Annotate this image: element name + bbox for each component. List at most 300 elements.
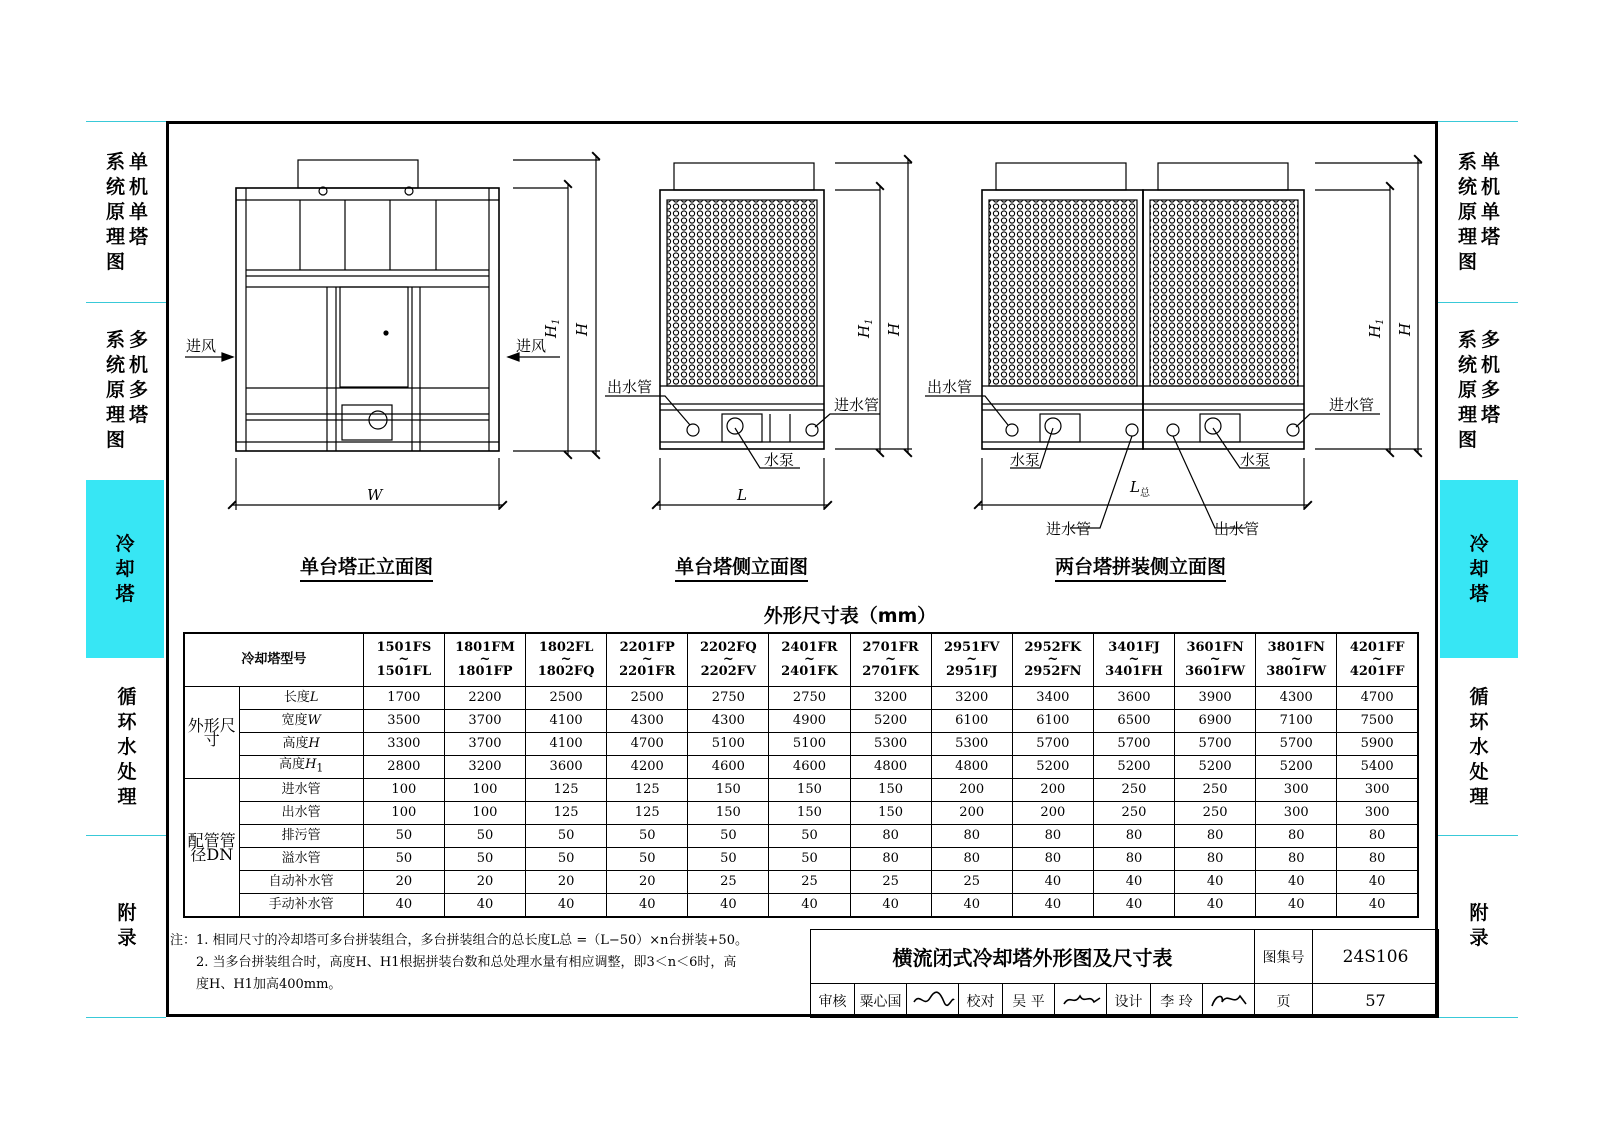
side-tab-char: 循 [117,686,137,708]
side-tab-char: 系 [105,329,125,351]
table-cell: 50 [607,848,688,871]
table-cell: 80 [931,848,1012,871]
table-cell: 40 [1012,871,1093,894]
table-cell: 25 [850,871,931,894]
table-cell: 4100 [526,733,607,756]
table-cell: 3200 [444,756,525,779]
table-cell: 40 [526,894,607,918]
side-tab-label [1469,685,1488,810]
table-cell: 80 [1256,825,1337,848]
model-part: 2952FN [1024,664,1082,679]
table-cell: 2500 [607,687,688,710]
row-label: 高度$H_1$ [239,756,363,779]
table-cell: 2750 [688,687,769,710]
label-outlet-pipe: 出水管 [607,378,653,396]
side-tab-char: 塔 [1469,582,1489,605]
side-tab-char: 图 [1457,429,1477,451]
side-tab-char: 理 [105,404,125,426]
model-part: 1501FS [376,640,432,655]
row-label: 长度L [239,687,363,710]
table-cell: 3700 [444,733,525,756]
table-cell: 2500 [526,687,607,710]
side-tab-char: 理 [1457,225,1477,248]
table-row [184,894,1418,918]
table-cell: 50 [526,825,607,848]
side-tab-char: 水 [1469,736,1489,758]
side-tab-char: 图 [105,429,125,451]
table-cell: 40 [688,894,769,918]
dim-l-label: L [737,486,747,504]
table-cell: 150 [688,802,769,825]
table-cell: 2750 [769,687,850,710]
side-tab-label [117,901,136,951]
side-tab-char: 环 [1469,711,1489,733]
table-cell: 80 [850,848,931,871]
model-part: 3601FN [1186,640,1244,655]
designer-name: 李 玲 [1151,984,1203,1018]
checker-name: 吴 平 [1003,984,1055,1018]
table-cell: 25 [688,871,769,894]
side-tab-appendix[interactable] [1440,836,1518,1016]
table-cell: 6500 [1093,710,1174,733]
front-elevation [185,156,600,510]
table-cell: 40 [1175,894,1256,918]
table-cell: 3900 [1175,687,1256,710]
side-tab-label [117,685,136,810]
table-cell: 80 [931,825,1012,848]
side-tab-char: 单 [1481,150,1501,173]
model-part: 3401FH [1105,664,1163,679]
side-tab-char: 塔 [1481,225,1501,248]
table-cell: 2800 [363,756,444,779]
table-cell: 4100 [526,710,607,733]
side-tab-char: 处 [117,761,137,783]
side-tab-char: 塔 [115,582,135,605]
model-part: 1802FQ [537,664,595,679]
model-cell [850,633,931,687]
label-inlet-pipe: 进水管 [1046,520,1092,538]
table-cell: 20 [526,871,607,894]
table-cell: 40 [1337,894,1418,918]
table-cell: 125 [607,802,688,825]
row-label: 高度H [239,733,363,756]
table-cell: 80 [1093,825,1174,848]
title-block [810,929,1439,1018]
dim-h-label: H [885,322,903,336]
label-inlet-pipe: 进水管 [1329,396,1375,414]
table-cell: 40 [769,894,850,918]
table-cell: 40 [1175,871,1256,894]
table-cell: 250 [1175,779,1256,802]
side-tab-char: 统 [1457,175,1477,198]
model-part: 1801FM [455,640,515,655]
row-symbol: H [305,757,317,773]
model-part: 4201FF [1349,664,1405,679]
table-header-row [184,633,1418,687]
side-tab-char: 冷 [115,532,135,555]
row-label: 进水管 [239,779,363,802]
table-cell: 5200 [1175,756,1256,779]
side-tab-char: 单 [129,200,149,223]
model-part: ~ [885,652,897,667]
side-tab-char: 系 [1457,150,1477,173]
side-tab-char: 原 [105,379,125,401]
row-label: 排污管 [239,825,363,848]
model-part: 3801FN [1267,640,1325,655]
table-cell: 7500 [1337,710,1418,733]
model-part: ~ [1209,652,1221,667]
table-cell: 3700 [444,710,525,733]
model-part: 2701FK [862,664,919,679]
table-cell: 50 [607,825,688,848]
table-cell: 40 [363,894,444,918]
model-part: 2401FR [781,640,838,655]
table-cell: 50 [363,825,444,848]
table-cell: 5200 [1012,756,1093,779]
model-cell [444,633,525,687]
table-cell: 40 [1337,871,1418,894]
table-cell: 5900 [1337,733,1418,756]
table-cell: 50 [444,848,525,871]
row-label: 宽度W [239,710,363,733]
side-tab-char: 水 [117,736,137,758]
model-part: ~ [722,652,734,667]
table-cell: 150 [769,779,850,802]
table-cell: 250 [1175,802,1256,825]
row-symbol: W [307,713,321,728]
model-part: 1501FL [376,664,432,679]
table-cell: 40 [1093,894,1174,918]
dim-h1-label: $H_1$ [1366,318,1386,338]
model-part: 2401FK [781,664,838,679]
notes [170,930,810,996]
side-tab-char: 环 [117,711,137,733]
model-part: 3601FW [1185,664,1246,679]
label-pump: 水泵 [764,451,795,469]
row-label: 手动补水管 [239,894,363,918]
side-tab-char: 机 [1481,354,1501,376]
row-symbol: L [309,690,319,705]
dimension-table [183,632,1419,918]
table-cell: 40 [444,894,525,918]
side-tab-char: 原 [1457,379,1477,401]
table-cell: 5200 [850,710,931,733]
table-row [184,825,1418,848]
table-cell: 40 [931,894,1012,918]
caption-front-elevation: 单台塔正立面图 [300,552,433,582]
label-inlet-pipe: 进水管 [834,396,880,414]
model-header: 冷却塔型号 [184,633,363,687]
model-cell [526,633,607,687]
table-cell: 50 [769,848,850,871]
table-cell: 25 [769,871,850,894]
check-label: 校对 [959,984,1003,1018]
label-pump: 水泵 [1240,451,1271,469]
table-cell: 3400 [1012,687,1093,710]
model-part: 1802FL [538,640,594,655]
review-label: 审核 [811,984,855,1018]
model-part: 2952FK [1024,640,1082,655]
table-cell: 4700 [607,733,688,756]
table-cell: 80 [1337,848,1418,871]
table-cell: 40 [1256,871,1337,894]
table-cell: 5700 [1175,733,1256,756]
table-cell: 25 [931,871,1012,894]
drawing-title: 横流闭式冷却塔外形图及尺寸表 [811,930,1255,984]
model-part: ~ [641,652,653,667]
model-cell [931,633,1012,687]
side-tab-char: 塔 [1481,404,1501,426]
side-tab-char: 系 [1457,329,1477,351]
side-tab-char: 单 [129,150,149,173]
label-outlet-pipe: 出水管 [1214,520,1260,538]
side-tab-char: 处 [1469,761,1489,783]
model-part: 1801FP [457,664,513,679]
table-cell: 125 [526,802,607,825]
table-cell: 4800 [850,756,931,779]
model-part: 2202FQ [699,640,757,655]
dim-h-label: H [1396,322,1414,336]
table-cell: 5100 [688,733,769,756]
table-cell: 200 [1012,802,1093,825]
table-row [184,733,1418,756]
table-cell: 80 [1093,848,1174,871]
table-cell: 4700 [1337,687,1418,710]
label-air-in-right: 进风 [516,337,547,355]
table-cell: 80 [1012,848,1093,871]
dim-l-total-label: $L_总$ [1130,478,1150,499]
table-cell: 40 [607,894,688,918]
table-cell: 4800 [931,756,1012,779]
model-cell [1093,633,1174,687]
side-tab-char: 图 [105,250,125,273]
note-2: 2. 当多台拼装组合时，高度H、H1根据拼装台数和总处理水量有相应调整，即3＜n＜6时，高 [196,955,737,970]
side-tab-char: 理 [1469,786,1489,808]
side-tab-char: 冷 [1469,532,1489,555]
model-cell [1256,633,1337,687]
table-row [184,802,1418,825]
table-cell: 100 [363,802,444,825]
table-cell: 125 [607,779,688,802]
table-cell: 125 [526,779,607,802]
model-part: 2202FV [700,664,757,679]
table-cell: 6100 [931,710,1012,733]
table-cell: 100 [444,802,525,825]
side-tab-char: 多 [129,379,149,401]
model-cell [688,633,769,687]
side-tab-label [1469,901,1488,951]
table-cell: 80 [1337,825,1418,848]
table-cell: 3200 [850,687,931,710]
table-title: 外形尺寸表（mm） [763,605,937,627]
table-cell: 4900 [769,710,850,733]
table-cell: 250 [1093,802,1174,825]
model-cell [1337,633,1418,687]
model-part: ~ [1047,652,1059,667]
table-cell: 200 [1012,779,1093,802]
model-part: 2201FR [619,664,676,679]
side-tab-char: 系 [105,150,125,173]
table-cell: 3500 [363,710,444,733]
table-cell: 5300 [850,733,931,756]
side-tab-char: 原 [105,200,125,223]
model-part: ~ [804,652,815,667]
table-cell: 150 [850,802,931,825]
side-tab-char: 统 [1457,354,1477,376]
side-tab-char: 机 [129,354,149,376]
side-tab-char: 塔 [129,404,149,426]
model-cell [1175,633,1256,687]
table-cell: 100 [363,779,444,802]
table-cell: 1700 [363,687,444,710]
table-cell: 5700 [1093,733,1174,756]
side-tab-char: 原 [1457,200,1477,223]
table-row [184,756,1418,779]
table-cell: 3600 [526,756,607,779]
side-tab-char: 单 [1481,200,1501,223]
table-cell: 5300 [931,733,1012,756]
side-tab-char: 统 [105,354,125,376]
table-cell: 3300 [363,733,444,756]
table-cell: 5200 [1256,756,1337,779]
model-part: ~ [479,652,491,667]
design-label: 设计 [1107,984,1151,1018]
model-part: 2201FP [619,640,675,655]
model-cell [363,633,444,687]
table-cell: 7100 [1256,710,1337,733]
table-cell: 80 [1175,825,1256,848]
model-part: 4201FF [1349,640,1405,655]
group-pipes: 配管管径DN [184,779,239,918]
reviewer-name: 粟心国 [855,984,907,1018]
page-number: 57 [1313,984,1439,1018]
model-part: ~ [560,652,572,667]
double-elevation [925,159,1422,528]
model-part: ~ [966,652,978,667]
model-part: 2701FR [862,640,919,655]
page-label: 页 [1255,984,1313,1018]
table-cell: 300 [1256,802,1337,825]
table-row [184,779,1418,802]
side-tab-char: 塔 [129,225,149,248]
model-part: ~ [1290,652,1302,667]
row-label: 自动补水管 [239,871,363,894]
table-cell: 50 [688,825,769,848]
table-cell: 20 [607,871,688,894]
side-tab-char: 循 [1469,686,1489,708]
note-2-cont: 度H、H1加高400mm。 [196,977,342,992]
table-cell: 300 [1337,802,1418,825]
model-part: ~ [1128,652,1140,667]
side-tab-char: 附 [1469,902,1489,924]
model-part: ~ [1371,652,1383,667]
side-tab-char: 理 [105,225,125,248]
row-label: 溢水管 [239,848,363,871]
table-cell: 4300 [607,710,688,733]
table-cell: 80 [1175,848,1256,871]
table-cell: 80 [1012,825,1093,848]
table-cell: 40 [1012,894,1093,918]
table-row [184,710,1418,733]
table-cell: 4300 [1256,687,1337,710]
side-tab-char: 多 [129,329,149,351]
table-row [184,687,1418,710]
side-tab-char: 录 [117,927,137,949]
table-cell: 150 [769,802,850,825]
table-cell: 3600 [1093,687,1174,710]
table-cell: 5200 [1093,756,1174,779]
table-cell: 40 [1093,871,1174,894]
side-tab-char: 却 [1469,557,1489,580]
notes-prefix: 注： [170,933,197,948]
table-cell: 200 [931,779,1012,802]
dim-h1-label: $H_1$ [855,318,875,338]
table-cell: 250 [1093,779,1174,802]
table-cell: 5400 [1337,756,1418,779]
table-cell: 4600 [769,756,850,779]
side-tab-water-treatment[interactable] [88,660,166,835]
atlas-label: 图集号 [1255,930,1313,984]
table-cell: 20 [444,871,525,894]
model-part: 2951FV [943,640,1000,655]
row-subscript: 1 [316,761,324,775]
table-cell: 5700 [1256,733,1337,756]
note-1: 1. 相同尺寸的冷却塔可多台拼装组合，多台拼装组合的总长度L总 =（L−50）×n台拼装+50。 [196,933,748,948]
table-cell: 4200 [607,756,688,779]
group-dims: 外形尺寸 [184,687,239,779]
table-cell: 50 [526,848,607,871]
side-tab-char: 多 [1481,379,1501,401]
model-part: 3801FW [1266,664,1327,679]
label-pump: 水泵 [1010,451,1041,469]
table-cell: 6100 [1012,710,1093,733]
model-part: ~ [398,652,410,667]
side-tab-char: 机 [129,175,149,198]
dim-h1-label: $H_1$ [542,318,562,338]
row-label: 出水管 [239,802,363,825]
table-cell: 150 [850,779,931,802]
reviewer-signature [907,984,959,1018]
table-cell: 6900 [1175,710,1256,733]
side-tab-water-treatment[interactable] [1440,660,1518,835]
side-tab-char: 统 [105,175,125,198]
model-cell [769,633,850,687]
side-tab-appendix[interactable] [88,836,166,1016]
caption-double-elevation: 两台塔拼装侧立面图 [1055,552,1226,582]
side-tab-char: 却 [115,557,135,580]
table-cell: 50 [688,848,769,871]
designer-signature [1203,984,1255,1018]
table-cell: 5700 [1012,733,1093,756]
checker-signature [1055,984,1107,1018]
table-cell: 80 [1256,848,1337,871]
label-air-in-left: 进风 [186,337,217,355]
table-cell: 4600 [688,756,769,779]
table-cell: 50 [444,825,525,848]
table-row [184,848,1418,871]
table-cell: 20 [363,871,444,894]
table-cell: 200 [931,802,1012,825]
table-cell: 100 [444,779,525,802]
table-cell: 150 [688,779,769,802]
table-row [184,871,1418,894]
table-cell: 80 [850,825,931,848]
side-tab-char: 录 [1469,927,1489,949]
row-symbol: H [308,736,320,751]
side-tab-char: 机 [1481,175,1501,198]
side-tab-char: 多 [1481,329,1501,351]
table-cell: 40 [1256,894,1337,918]
